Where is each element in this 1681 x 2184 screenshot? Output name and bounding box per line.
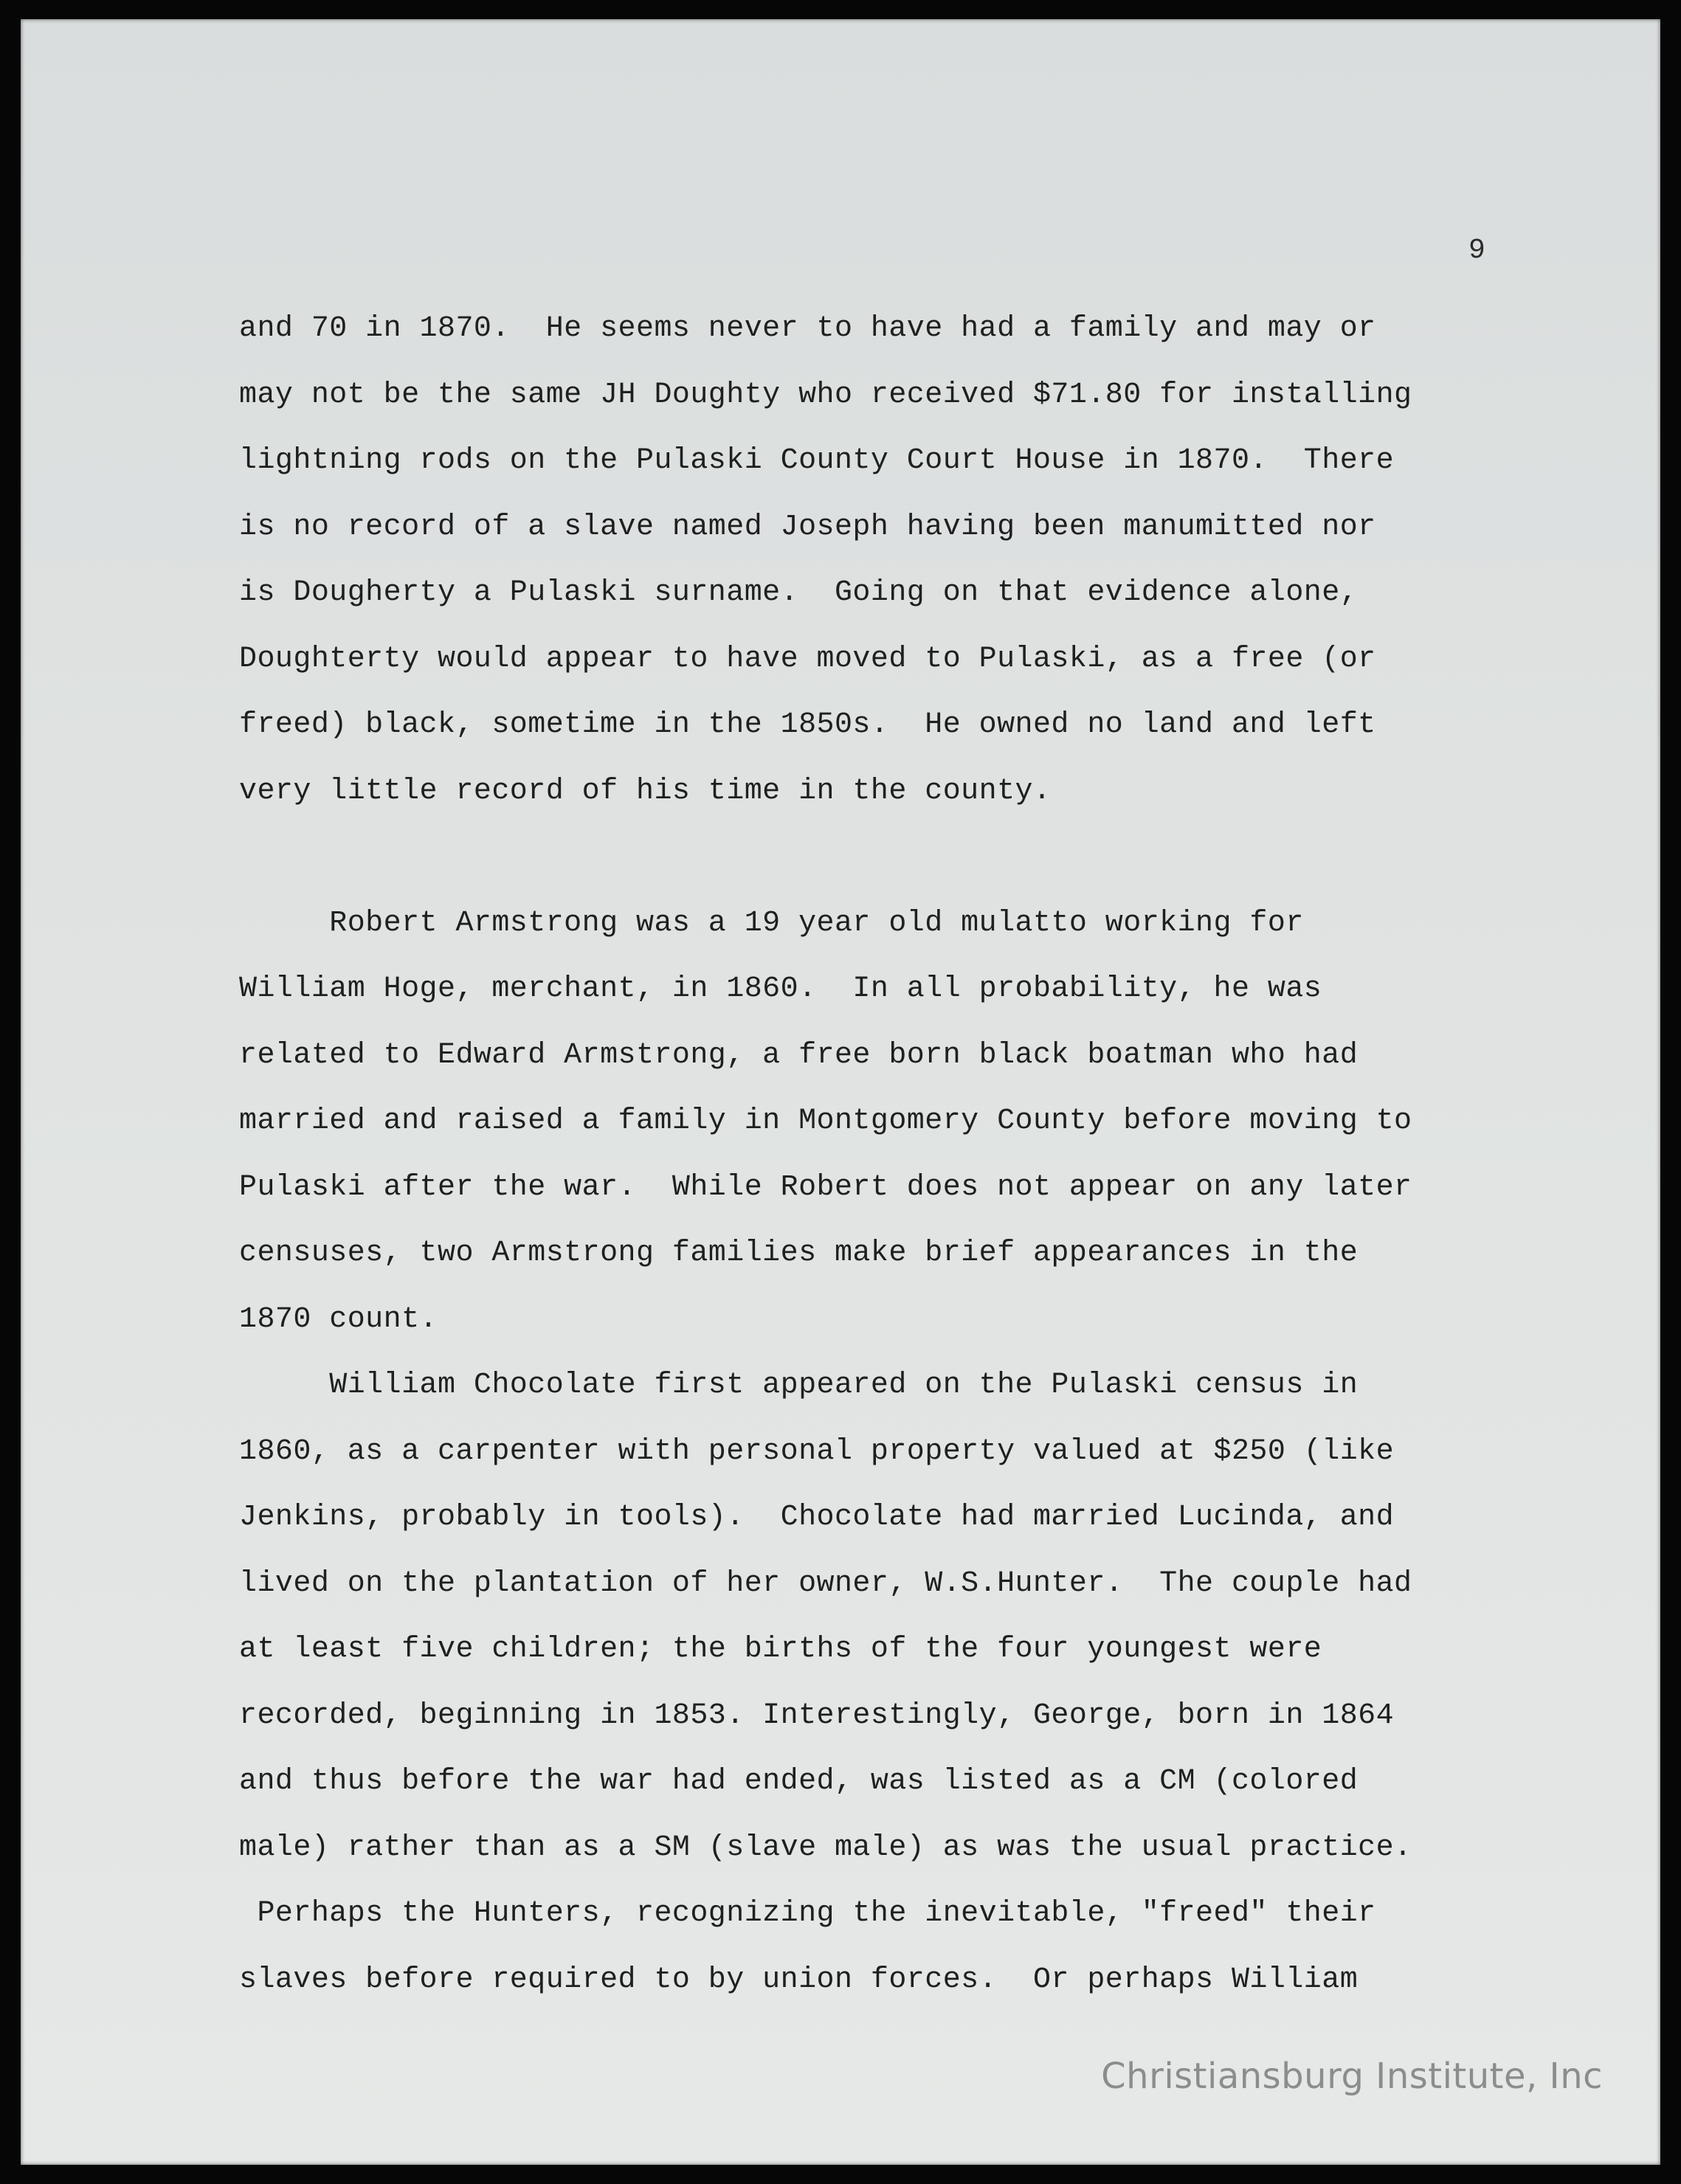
text-line: and thus before the war had ended, was listed as a CM (colored [239,1765,1359,1798]
watermark-text: Christiansburg Institute, Inc [1101,2056,1603,2097]
text-line: 1860, as a carpenter with personal property valued at $250 (like [239,1434,1395,1468]
text-line: Doughterty would appear to have moved to Pulaski, as a free (or [239,642,1376,676]
text-line: 1870 count. [239,1302,438,1336]
text-line: William Chocolate first appeared on the Pulaski census in [239,1369,1359,1402]
text-line: Robert Armstrong was a 19 year old mulatto working for [239,906,1304,940]
text-line: recorded, beginning in 1853. Interestingly, George, born in 1864 [239,1699,1395,1732]
text-line: male) rather than as a SM (slave male) as was the usual practice. [239,1831,1412,1865]
text-line: Jenkins, probably in tools). Chocolate had married Lucinda, and [239,1501,1395,1534]
text-line: slaves before required to by union forces. Or perhaps William [239,1963,1359,1997]
text-line: and 70 in 1870. He seems never to have had a family and may or [239,312,1376,345]
text-line: William Hoge, merchant, in 1860. In all probability, he was [239,972,1322,1006]
text-line: lived on the plantation of her owner, W.S.Hunter. The couple had [239,1566,1412,1600]
text-line: censuses, two Armstrong families make brief appearances in the [239,1237,1359,1270]
body-text [239,296,1508,2013]
text-line: married and raised a family in Montgomery County before moving to [239,1105,1412,1138]
text-line: Pulaski after the war. While Robert does not appear on any later [239,1170,1412,1204]
text-line: at least five children; the births of the four youngest were [239,1633,1322,1666]
document-page [21,19,1660,2165]
paragraph-gap [239,824,1508,891]
text-line: Perhaps the Hunters, recognizing the inevitable, "freed" their [239,1897,1376,1930]
text-line: may not be the same JH Doughty who received $71.80 for installing [239,378,1412,412]
text-line: freed) black, sometime in the 1850s. He owned no land and left [239,708,1376,742]
text-line: lightning rods on the Pulaski County Court House in 1870. There [239,444,1395,477]
text-line: is Dougherty a Pulaski surname. Going on that evidence alone, [239,576,1359,609]
text-line: very little record of his time in the county. [239,774,1052,808]
text-line: related to Edward Armstrong, a free born black boatman who had [239,1038,1359,1072]
text-line: is no record of a slave named Joseph having been manumitted nor [239,510,1376,544]
page-number: 9 [1468,235,1485,266]
